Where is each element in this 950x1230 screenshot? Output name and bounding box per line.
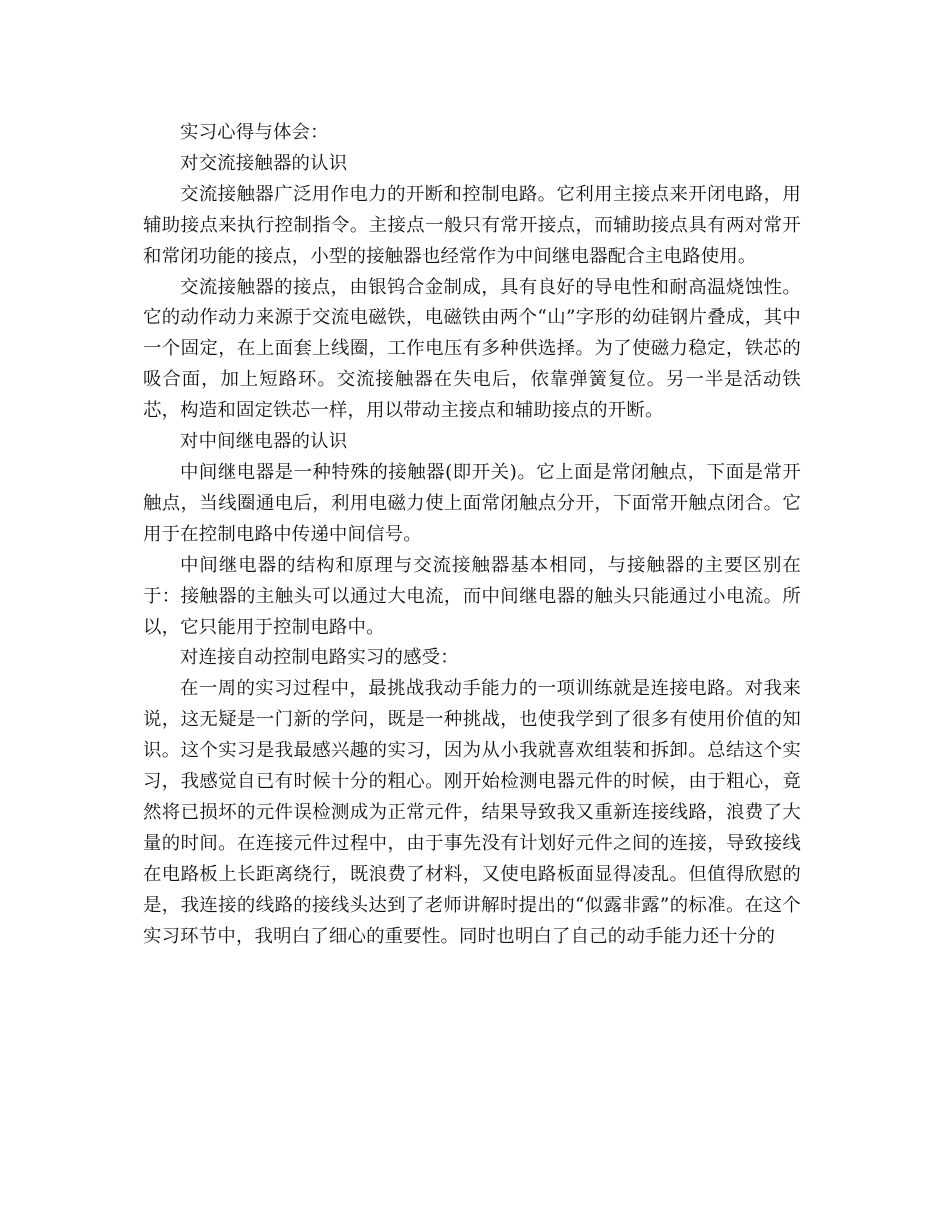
heading-circuit-practice: 对连接自动控制电路实习的感受： — [180, 647, 459, 669]
paragraph: 交流接触器的接点，由银钨合金制成，具有良好的导电性和耐高温烧蚀性。它的动作动力来源于交流电磁铁，电磁铁由两个“山”字形的幼硅钢片叠成，其中一个固定，在上面套上线圈，工作电压有多种供选择。为了使磁力稳定，铁芯的吸合面，加上短路环。交流接触器在失电后，依靠弹簧复位。另一半是活动铁芯，构造和固定铁芯一样，用以带动主接点和辅助接点的开断。 — [143, 276, 801, 422]
section-title: 实习心得与体会： — [180, 122, 329, 143]
heading-ac-contactor: 对交流接触器的认识 — [180, 152, 348, 174]
paragraph: 在一周的实习过程中，最挑战我动手能力的一项训练就是连接电路。对我来说，这无疑是一门新的学问，既是一种挑战，也使我学到了很多有使用价值的知识。这个实习是我最感兴趣的实习，因为从小我就喜欢组装和拆卸。总结这个实习，我感觉自已有时候十分的粗心。刚开始检测电器元件的时候，由于粗心，竟然将已损坏的元件误检测成为正常元件，结果导致我又重新连接线路，浪费了大量的时间。在连接元件过程中，由于事先没有计划好元件之间的连接，导致接线在电路板上长距离绕行，既浪费了材料，又使电路板面显得凌乱。但值得欣慰的是，我连接的线路的接线头达到了老师讲解时提出的“似露非露”的标准。在这个实习环节中，我明白了细心的重要性。同时也明白了自己的动手能力还十分的 — [143, 678, 801, 947]
paragraph: 中间继电器的结构和原理与交流接触器基本相同，与接触器的主要区别在于：接触器的主触头可以通过大电流，而中间继电器的触头只能通过小电流。所以，它只能用于控制电路中。 — [143, 554, 801, 638]
heading-intermediate-relay: 对中间继电器的认识 — [180, 431, 348, 453]
paragraph: 中间继电器是一种特殊的接触器(即开关)。它上面是常闭触点，下面是常开触点，当线圈通电后，利用电磁力使上面常闭触点分开，下面常开触点闭合。它用于在控制电路中传递中间信号。 — [143, 461, 801, 545]
paragraph: 交流接触器广泛用作电力的开断和控制电路。它利用主接点来开闭电路，用辅助接点来执行控制指令。主接点一般只有常开接点，而辅助接点具有两对常开和常闭功能的接点，小型的接触器也经常作为中间继电器配合主电路使用。 — [143, 183, 801, 267]
document-body — [143, 118, 801, 952]
